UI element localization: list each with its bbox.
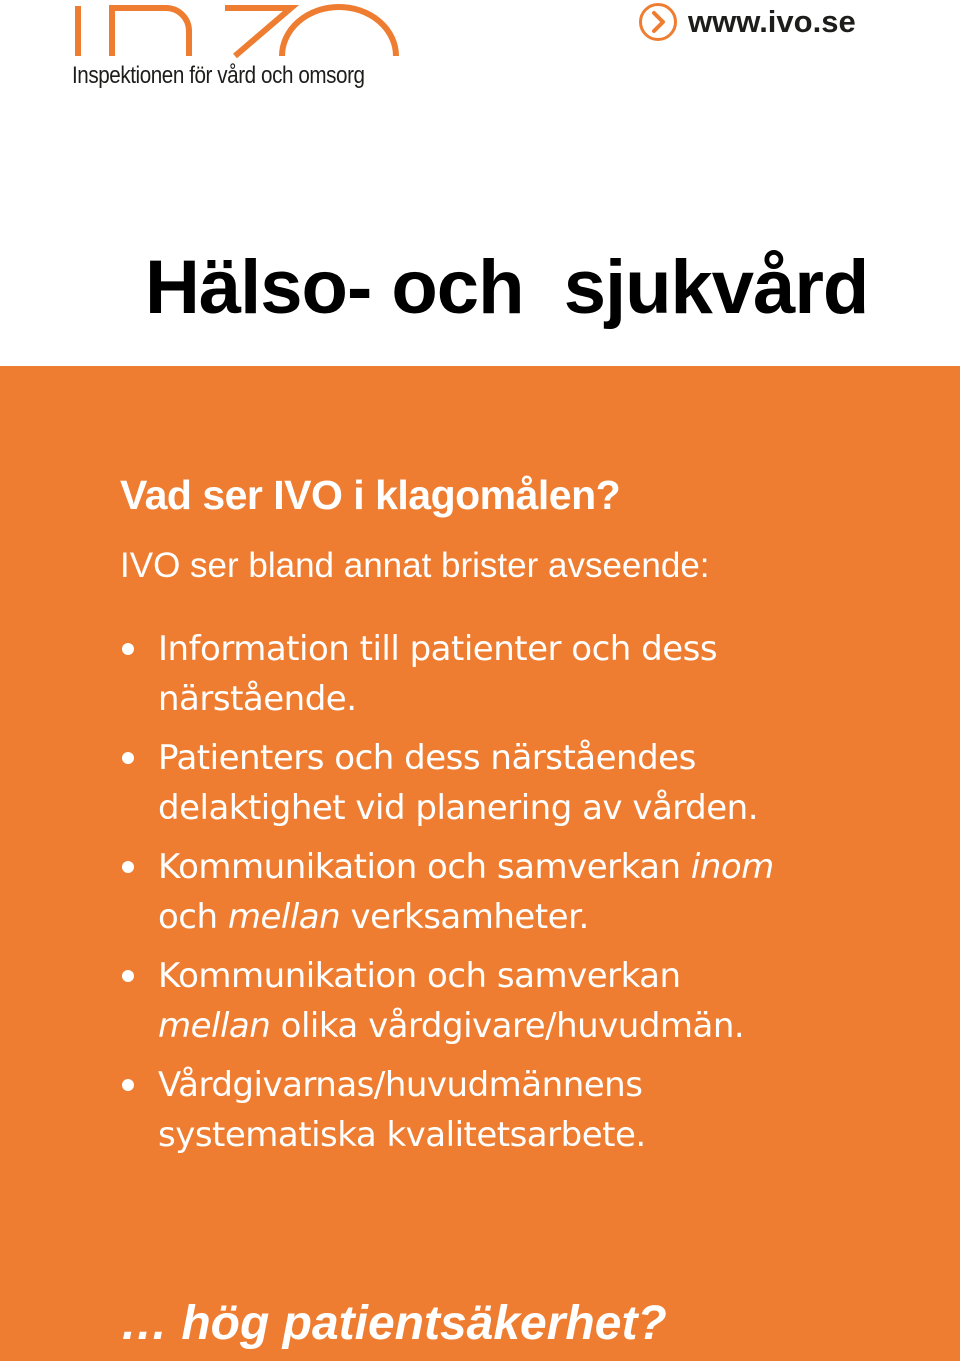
page-title: Hälso- och sjukvård [145, 245, 869, 330]
list-item-text: och [158, 897, 228, 937]
panel-heading: Vad ser IVO i klagomålen? [120, 472, 621, 518]
chevron-right-circle-icon[interactable] [638, 2, 678, 42]
list-item-line [158, 842, 940, 892]
list-item-line: Vårdgivarnas/huvudmännens [158, 1065, 643, 1105]
list-item [120, 842, 940, 942]
list-item-line [158, 892, 940, 942]
panel-footer-question: … hög patientsäkerhet? [120, 1297, 667, 1350]
list-item-line: närstående. [158, 679, 357, 719]
info-panel [0, 366, 960, 1361]
list-item-line: Information till patienter och dess [158, 629, 718, 669]
page-header [0, 0, 960, 366]
list-item-text: verksamheter. [340, 897, 589, 937]
list-item-line: Kommunikation och samverkan [158, 956, 681, 996]
list-item-emphasis: inom [690, 847, 774, 887]
website-link[interactable]: www.ivo.se [688, 4, 856, 39]
list-item-line [158, 1001, 940, 1051]
website-link-group[interactable] [638, 0, 856, 44]
list-item-text: Kommunikation och samverkan [158, 847, 691, 887]
list-item-emphasis: mellan [227, 897, 341, 937]
list-item-emphasis: mellan [158, 1006, 271, 1046]
deficiency-list [120, 624, 940, 1169]
list-item [120, 733, 940, 833]
list-item-line: Patienters och dess närståendes [158, 738, 696, 778]
logo-tagline: Inspektionen för vård och omsorg [72, 62, 365, 89]
list-item [120, 1060, 940, 1160]
list-item [120, 624, 940, 724]
ivo-logo [70, 0, 400, 100]
ivo-logo-mark [70, 0, 400, 64]
list-item-line: systematiska kvalitetsarbete. [158, 1115, 646, 1155]
list-item [120, 951, 940, 1051]
list-item-line: delaktighet vid planering av vården. [158, 788, 759, 828]
panel-intro: IVO ser bland annat brister avseende: [120, 546, 710, 585]
list-item-text: olika vårdgivare/huvudmän. [270, 1006, 745, 1046]
